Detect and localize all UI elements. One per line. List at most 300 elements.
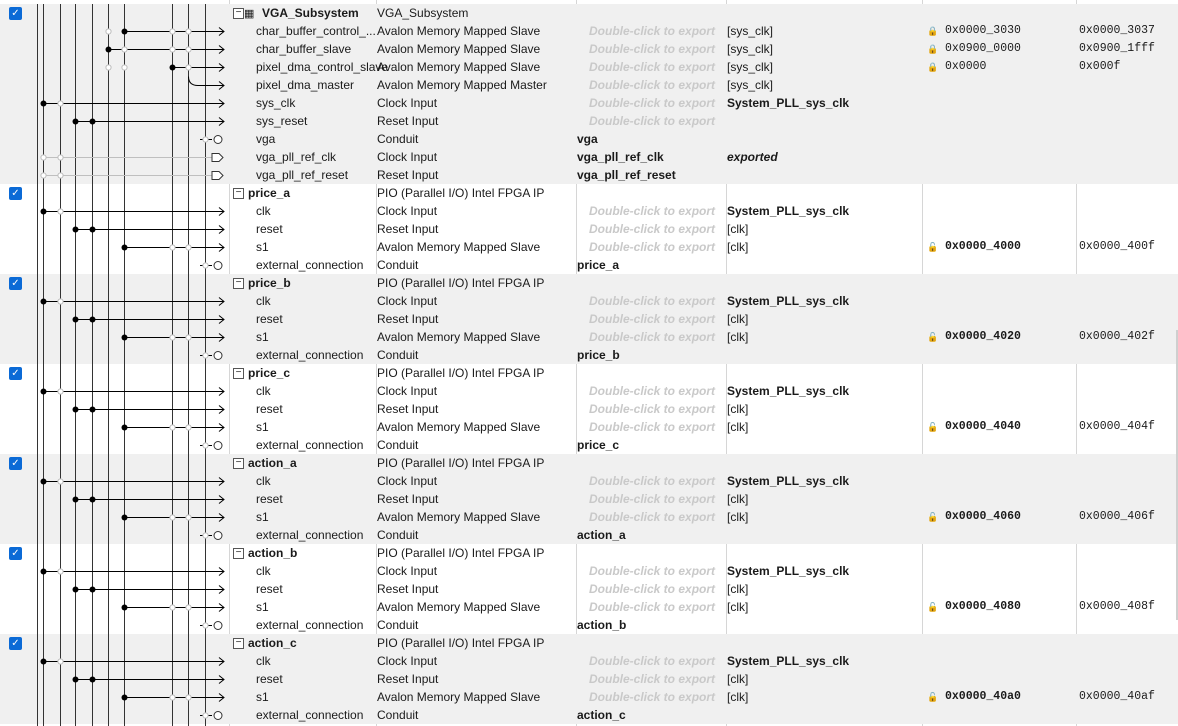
component-name: clk bbox=[256, 204, 271, 218]
connection-dot[interactable] bbox=[90, 119, 96, 125]
unlock-icon[interactable]: 🔓 bbox=[927, 332, 939, 342]
base-address bbox=[945, 580, 1075, 598]
component-description: Avalon Memory Mapped Slave bbox=[377, 600, 541, 614]
export-cell[interactable] bbox=[577, 256, 725, 274]
open-connection-dot[interactable] bbox=[170, 335, 175, 340]
component-description: Conduit bbox=[377, 528, 419, 542]
export-cell[interactable] bbox=[577, 94, 725, 112]
end-address: 0x0000_404f bbox=[1079, 420, 1155, 433]
component-name: clk bbox=[256, 654, 271, 668]
export-cell[interactable] bbox=[577, 652, 725, 670]
clock-cell bbox=[727, 274, 922, 292]
clock-cell bbox=[727, 166, 922, 184]
end-address bbox=[1079, 184, 1174, 202]
export-cell[interactable] bbox=[577, 166, 725, 184]
use-checkbox[interactable]: ✓ bbox=[9, 547, 22, 560]
export-cell[interactable] bbox=[577, 40, 725, 58]
component-name: reset bbox=[256, 582, 283, 596]
clock-cell: System_PLL_sys_clk bbox=[727, 564, 850, 578]
component-description: PIO (Parallel I/O) Intel FPGA IP bbox=[377, 636, 545, 650]
component-description: Reset Input bbox=[377, 312, 439, 326]
connection-dot[interactable] bbox=[122, 245, 128, 251]
export-cell[interactable] bbox=[577, 454, 725, 472]
export-cell[interactable] bbox=[577, 508, 725, 526]
base-address bbox=[945, 544, 1075, 562]
component-description: PIO (Parallel I/O) Intel FPGA IP bbox=[377, 186, 545, 200]
base-address bbox=[945, 616, 1075, 634]
export-cell[interactable] bbox=[577, 598, 725, 616]
connection-dot[interactable] bbox=[41, 569, 47, 575]
collapse-toggle-icon[interactable]: − bbox=[233, 8, 244, 19]
clock-cell bbox=[727, 526, 922, 544]
component-name: pixel_dma_control_slave bbox=[256, 60, 389, 74]
export-name: vga_pll_ref_reset bbox=[577, 168, 676, 182]
open-connection-dot[interactable] bbox=[186, 65, 191, 70]
component-description: Clock Input bbox=[377, 294, 438, 308]
export-cell[interactable] bbox=[577, 22, 725, 40]
clock-cell: exported bbox=[727, 150, 778, 164]
clock-cell bbox=[727, 436, 922, 454]
export-cell[interactable] bbox=[577, 400, 725, 418]
export-cell[interactable] bbox=[577, 76, 725, 94]
open-connection-dot[interactable] bbox=[58, 101, 63, 106]
base-address: 0x0900_0000 bbox=[945, 42, 1021, 55]
base-address bbox=[945, 220, 1075, 238]
clock-cell: [clk] bbox=[727, 600, 749, 614]
export-cell[interactable] bbox=[577, 436, 725, 454]
collapse-toggle-icon[interactable]: − bbox=[233, 368, 244, 379]
open-connection-dot[interactable] bbox=[186, 695, 191, 700]
component-description: Conduit bbox=[377, 438, 419, 452]
end-address: 0x0000_406f bbox=[1079, 510, 1155, 523]
connection-dot[interactable] bbox=[73, 497, 79, 503]
connection-dot[interactable] bbox=[122, 335, 128, 341]
base-address: 0x0000_4080 bbox=[945, 600, 1021, 613]
component-name: action_b bbox=[248, 546, 298, 560]
export-placeholder: Double-click to export bbox=[589, 330, 716, 344]
component-name: action_c bbox=[248, 636, 297, 650]
clock-cell bbox=[727, 130, 922, 148]
clock-cell: [clk] bbox=[727, 510, 749, 524]
collapse-toggle-icon[interactable]: − bbox=[233, 548, 244, 559]
clock-cell: System_PLL_sys_clk bbox=[727, 384, 850, 398]
lock-icon[interactable]: 🔒 bbox=[927, 26, 939, 36]
export-port-icon bbox=[212, 172, 223, 180]
export-cell[interactable] bbox=[577, 274, 725, 292]
clock-cell: [clk] bbox=[727, 240, 749, 254]
export-cell[interactable] bbox=[577, 490, 725, 508]
end-address bbox=[1079, 130, 1174, 148]
end-address bbox=[1079, 166, 1174, 184]
export-placeholder: Double-click to export bbox=[589, 60, 716, 74]
base-address bbox=[945, 94, 1075, 112]
clock-cell bbox=[727, 112, 922, 130]
end-address bbox=[1079, 292, 1174, 310]
connection-wire bbox=[189, 77, 225, 86]
connection-dot[interactable] bbox=[73, 227, 79, 233]
conduit-port-icon bbox=[214, 622, 222, 630]
unlock-icon[interactable]: 🔓 bbox=[927, 512, 939, 522]
open-connection-dot[interactable] bbox=[203, 263, 208, 268]
component-name: char_buffer_control_... bbox=[256, 24, 376, 38]
end-address: 0x0000_40af bbox=[1079, 690, 1155, 703]
open-connection-dot[interactable] bbox=[186, 29, 191, 34]
export-placeholder: Double-click to export bbox=[589, 420, 716, 434]
conduit-port-icon bbox=[214, 262, 222, 270]
base-address: 0x0000_4060 bbox=[945, 510, 1021, 523]
export-cell[interactable] bbox=[577, 706, 725, 724]
end-address bbox=[1079, 616, 1174, 634]
clock-cell: [clk] bbox=[727, 312, 749, 326]
clock-cell bbox=[727, 544, 922, 562]
export-cell[interactable] bbox=[577, 58, 725, 76]
connection-dot[interactable] bbox=[122, 605, 128, 611]
component-description: Conduit bbox=[377, 348, 419, 362]
export-cell[interactable] bbox=[577, 580, 725, 598]
connection-dot[interactable] bbox=[41, 659, 47, 665]
unlock-icon[interactable]: 🔓 bbox=[927, 242, 939, 252]
connection-dot[interactable] bbox=[41, 299, 47, 305]
open-connection-dot[interactable] bbox=[58, 155, 63, 160]
base-address bbox=[945, 670, 1075, 688]
connection-dot[interactable] bbox=[90, 407, 96, 413]
open-connection-dot[interactable] bbox=[203, 137, 208, 142]
component-description: Clock Input bbox=[377, 384, 438, 398]
base-address bbox=[945, 202, 1075, 220]
component-name: pixel_dma_master bbox=[256, 78, 355, 92]
end-address bbox=[1079, 436, 1174, 454]
export-cell[interactable] bbox=[577, 112, 725, 130]
unlock-icon[interactable]: 🔓 bbox=[927, 692, 939, 702]
export-cell[interactable] bbox=[577, 130, 725, 148]
base-address bbox=[945, 382, 1075, 400]
open-connection-dot[interactable] bbox=[58, 659, 63, 664]
conduit-port-icon bbox=[214, 136, 222, 144]
component-name: vga_pll_ref_clk bbox=[256, 150, 337, 164]
clock-cell bbox=[727, 706, 922, 724]
export-name: action_a bbox=[577, 528, 626, 542]
base-address: 0x0000_3030 bbox=[945, 24, 1021, 37]
component-name: vga bbox=[256, 132, 276, 146]
export-placeholder: Double-click to export bbox=[589, 240, 716, 254]
connection-dot[interactable] bbox=[73, 119, 79, 125]
component-name: external_connection bbox=[256, 258, 364, 272]
use-checkbox[interactable]: ✓ bbox=[9, 277, 22, 290]
end-address bbox=[1079, 202, 1174, 220]
lock-icon[interactable]: 🔒 bbox=[927, 62, 939, 72]
clock-cell: [sys_clk] bbox=[727, 78, 774, 92]
open-connection-dot[interactable] bbox=[170, 605, 175, 610]
conduit-port-icon bbox=[214, 532, 222, 540]
component-description: Clock Input bbox=[377, 654, 438, 668]
open-connection-dot[interactable] bbox=[41, 155, 46, 160]
end-address bbox=[1079, 256, 1174, 274]
end-address bbox=[1079, 526, 1174, 544]
connection-dot[interactable] bbox=[90, 227, 96, 233]
end-address: 0x0000_3037 bbox=[1079, 24, 1155, 37]
export-name: action_b bbox=[577, 618, 627, 632]
component-description: Clock Input bbox=[377, 564, 438, 578]
component-name: external_connection bbox=[256, 618, 364, 632]
collapse-toggle-icon[interactable]: − bbox=[233, 458, 244, 469]
export-cell[interactable] bbox=[577, 4, 725, 22]
component-description: Reset Input bbox=[377, 402, 439, 416]
clock-cell: [clk] bbox=[727, 420, 749, 434]
component-description: Avalon Memory Mapped Slave bbox=[377, 60, 541, 74]
component-name: VGA_Subsystem bbox=[262, 6, 359, 20]
clock-cell bbox=[727, 634, 922, 652]
end-address bbox=[1079, 112, 1174, 130]
component-description: Clock Input bbox=[377, 96, 438, 110]
component-description: Conduit bbox=[377, 132, 419, 146]
end-address bbox=[1079, 4, 1174, 22]
connection-dot[interactable] bbox=[73, 407, 79, 413]
clock-cell: [sys_clk] bbox=[727, 60, 774, 74]
open-connection-dot[interactable] bbox=[170, 29, 175, 34]
export-placeholder: Double-click to export bbox=[589, 204, 716, 218]
connection-matrix[interactable] bbox=[0, 4, 230, 726]
clock-cell: [clk] bbox=[727, 402, 749, 416]
export-cell[interactable] bbox=[577, 688, 725, 706]
export-placeholder: Double-click to export bbox=[589, 24, 716, 38]
open-connection-dot[interactable] bbox=[58, 209, 63, 214]
component-description: PIO (Parallel I/O) Intel FPGA IP bbox=[377, 546, 545, 560]
component-description: PIO (Parallel I/O) Intel FPGA IP bbox=[377, 366, 545, 380]
end-address bbox=[1079, 544, 1174, 562]
clock-cell bbox=[727, 364, 922, 382]
base-address bbox=[945, 490, 1075, 508]
export-placeholder: Double-click to export bbox=[589, 96, 716, 110]
export-cell[interactable] bbox=[577, 562, 725, 580]
use-checkbox[interactable]: ✓ bbox=[9, 187, 22, 200]
open-connection-dot[interactable] bbox=[122, 65, 127, 70]
export-placeholder: Double-click to export bbox=[589, 510, 716, 524]
open-connection-dot[interactable] bbox=[203, 353, 208, 358]
clock-cell bbox=[727, 4, 922, 22]
component-name: external_connection bbox=[256, 348, 364, 362]
export-cell[interactable] bbox=[577, 382, 725, 400]
export-cell[interactable] bbox=[577, 418, 725, 436]
component-name: reset bbox=[256, 492, 283, 506]
end-address bbox=[1079, 580, 1174, 598]
connection-dot[interactable] bbox=[170, 65, 176, 71]
component-name: clk bbox=[256, 564, 271, 578]
base-address bbox=[945, 634, 1075, 652]
export-placeholder: Double-click to export bbox=[589, 600, 716, 614]
open-connection-dot[interactable] bbox=[170, 515, 175, 520]
open-connection-dot[interactable] bbox=[186, 605, 191, 610]
clock-cell: System_PLL_sys_clk bbox=[727, 474, 850, 488]
component-description: Avalon Memory Mapped Slave bbox=[377, 420, 541, 434]
connection-dot[interactable] bbox=[122, 515, 128, 521]
component-name: clk bbox=[256, 294, 271, 308]
connection-dot[interactable] bbox=[41, 479, 47, 485]
base-address: 0x0000_4040 bbox=[945, 420, 1021, 433]
component-name: s1 bbox=[256, 240, 269, 254]
export-cell[interactable] bbox=[577, 328, 725, 346]
base-address bbox=[945, 76, 1075, 94]
export-cell[interactable] bbox=[577, 616, 725, 634]
use-checkbox[interactable]: ✓ bbox=[9, 7, 22, 20]
connection-dot[interactable] bbox=[122, 695, 128, 701]
end-address bbox=[1079, 562, 1174, 580]
export-cell[interactable] bbox=[577, 670, 725, 688]
open-connection-dot[interactable] bbox=[122, 47, 127, 52]
base-address bbox=[945, 652, 1075, 670]
connection-dot[interactable] bbox=[122, 29, 128, 35]
component-description: Reset Input bbox=[377, 114, 439, 128]
connection-dot[interactable] bbox=[90, 497, 96, 503]
clock-cell: [clk] bbox=[727, 582, 749, 596]
component-description: VGA_Subsystem bbox=[377, 6, 469, 20]
export-cell[interactable] bbox=[577, 148, 725, 166]
export-name: price_c bbox=[577, 438, 620, 452]
export-cell[interactable] bbox=[577, 472, 725, 490]
end-address bbox=[1079, 706, 1174, 724]
lock-icon[interactable]: 🔒 bbox=[927, 44, 939, 54]
end-address: 0x000f bbox=[1079, 60, 1121, 73]
end-address: 0x0000_400f bbox=[1079, 240, 1155, 253]
export-placeholder: Double-click to export bbox=[589, 564, 716, 578]
base-address: 0x0000_40a0 bbox=[945, 690, 1021, 703]
connection-dot[interactable] bbox=[90, 677, 96, 683]
export-placeholder: Double-click to export bbox=[589, 492, 716, 506]
end-address bbox=[1079, 652, 1174, 670]
export-cell[interactable] bbox=[577, 346, 725, 364]
open-connection-dot[interactable] bbox=[186, 515, 191, 520]
open-connection-dot[interactable] bbox=[58, 569, 63, 574]
base-address bbox=[945, 706, 1075, 724]
component-name: char_buffer_slave bbox=[256, 42, 352, 56]
export-name: action_c bbox=[577, 708, 626, 722]
base-address bbox=[945, 256, 1075, 274]
component-description: Reset Input bbox=[377, 222, 439, 236]
export-cell[interactable] bbox=[577, 526, 725, 544]
export-placeholder: Double-click to export bbox=[589, 582, 716, 596]
open-connection-dot[interactable] bbox=[58, 299, 63, 304]
component-name: sys_reset bbox=[256, 114, 308, 128]
open-connection-dot[interactable] bbox=[170, 425, 175, 430]
clock-cell bbox=[727, 346, 922, 364]
open-connection-dot[interactable] bbox=[106, 29, 111, 34]
open-connection-dot[interactable] bbox=[58, 389, 63, 394]
component-name: reset bbox=[256, 672, 283, 686]
base-address bbox=[945, 4, 1075, 22]
component-name: s1 bbox=[256, 600, 269, 614]
end-address bbox=[1079, 472, 1174, 490]
component-description: Conduit bbox=[377, 708, 419, 722]
component-name: external_connection bbox=[256, 708, 364, 722]
connection-dot[interactable] bbox=[41, 101, 47, 107]
component-description: Avalon Memory Mapped Slave bbox=[377, 240, 541, 254]
export-cell[interactable] bbox=[577, 634, 725, 652]
connection-dot[interactable] bbox=[90, 317, 96, 323]
connection-dot[interactable] bbox=[41, 389, 47, 395]
use-checkbox[interactable]: ✓ bbox=[9, 367, 22, 380]
export-placeholder: Double-click to export bbox=[589, 384, 716, 398]
base-address: 0x0000_4020 bbox=[945, 330, 1021, 343]
open-connection-dot[interactable] bbox=[41, 173, 46, 178]
unlock-icon[interactable]: 🔓 bbox=[927, 602, 939, 612]
component-name: s1 bbox=[256, 330, 269, 344]
subsystem-icon: ▦ bbox=[244, 8, 255, 20]
connection-dot[interactable] bbox=[106, 47, 112, 53]
export-placeholder: Double-click to export bbox=[589, 654, 716, 668]
base-address bbox=[945, 436, 1075, 454]
collapse-toggle-icon[interactable]: − bbox=[233, 278, 244, 289]
component-description: Clock Input bbox=[377, 150, 438, 164]
open-connection-dot[interactable] bbox=[186, 47, 191, 52]
export-cell[interactable] bbox=[577, 238, 725, 256]
base-address bbox=[945, 130, 1075, 148]
export-cell[interactable] bbox=[577, 202, 725, 220]
unlock-icon[interactable]: 🔓 bbox=[927, 422, 939, 432]
export-cell[interactable] bbox=[577, 310, 725, 328]
component-name: price_b bbox=[248, 276, 291, 290]
clock-cell bbox=[727, 454, 922, 472]
open-connection-dot[interactable] bbox=[203, 533, 208, 538]
open-connection-dot[interactable] bbox=[203, 443, 208, 448]
open-connection-dot[interactable] bbox=[106, 65, 111, 70]
open-connection-dot[interactable] bbox=[186, 335, 191, 340]
export-cell[interactable] bbox=[577, 184, 725, 202]
open-connection-dot[interactable] bbox=[170, 695, 175, 700]
clock-cell bbox=[727, 184, 922, 202]
open-connection-dot[interactable] bbox=[58, 173, 63, 178]
component-name: external_connection bbox=[256, 528, 364, 542]
export-cell[interactable] bbox=[577, 220, 725, 238]
connection-dot[interactable] bbox=[41, 209, 47, 215]
clock-cell: [clk] bbox=[727, 690, 749, 704]
end-address bbox=[1079, 148, 1174, 166]
clock-cell: [sys_clk] bbox=[727, 24, 774, 38]
export-cell[interactable] bbox=[577, 292, 725, 310]
export-placeholder: Double-click to export bbox=[589, 42, 716, 56]
open-connection-dot[interactable] bbox=[170, 47, 175, 52]
connection-dot[interactable] bbox=[122, 425, 128, 431]
export-cell[interactable] bbox=[577, 544, 725, 562]
open-connection-dot[interactable] bbox=[203, 623, 208, 628]
use-checkbox[interactable]: ✓ bbox=[9, 457, 22, 470]
open-connection-dot[interactable] bbox=[170, 245, 175, 250]
collapse-toggle-icon[interactable]: − bbox=[233, 188, 244, 199]
open-connection-dot[interactable] bbox=[203, 713, 208, 718]
collapse-toggle-icon[interactable]: − bbox=[233, 638, 244, 649]
export-port-icon bbox=[212, 154, 223, 162]
component-name: clk bbox=[256, 474, 271, 488]
export-cell[interactable] bbox=[577, 364, 725, 382]
conduit-port-icon bbox=[214, 712, 222, 720]
connection-dot[interactable] bbox=[73, 677, 79, 683]
component-name: external_connection bbox=[256, 438, 364, 452]
export-name: price_a bbox=[577, 258, 620, 272]
connection-dot[interactable] bbox=[73, 317, 79, 323]
open-connection-dot[interactable] bbox=[58, 479, 63, 484]
component-description: Reset Input bbox=[377, 492, 439, 506]
use-checkbox[interactable]: ✓ bbox=[9, 637, 22, 650]
component-description: Avalon Memory Mapped Slave bbox=[377, 42, 541, 56]
component-description: Avalon Memory Mapped Slave bbox=[377, 690, 541, 704]
connection-dot[interactable] bbox=[90, 587, 96, 593]
export-name: vga bbox=[577, 132, 598, 146]
component-description: Reset Input bbox=[377, 168, 439, 182]
component-description: Avalon Memory Mapped Slave bbox=[377, 510, 541, 524]
clock-cell: System_PLL_sys_clk bbox=[727, 204, 850, 218]
connection-dot[interactable] bbox=[73, 587, 79, 593]
open-connection-dot[interactable] bbox=[186, 425, 191, 430]
component-description: Clock Input bbox=[377, 474, 438, 488]
open-connection-dot[interactable] bbox=[186, 245, 191, 250]
